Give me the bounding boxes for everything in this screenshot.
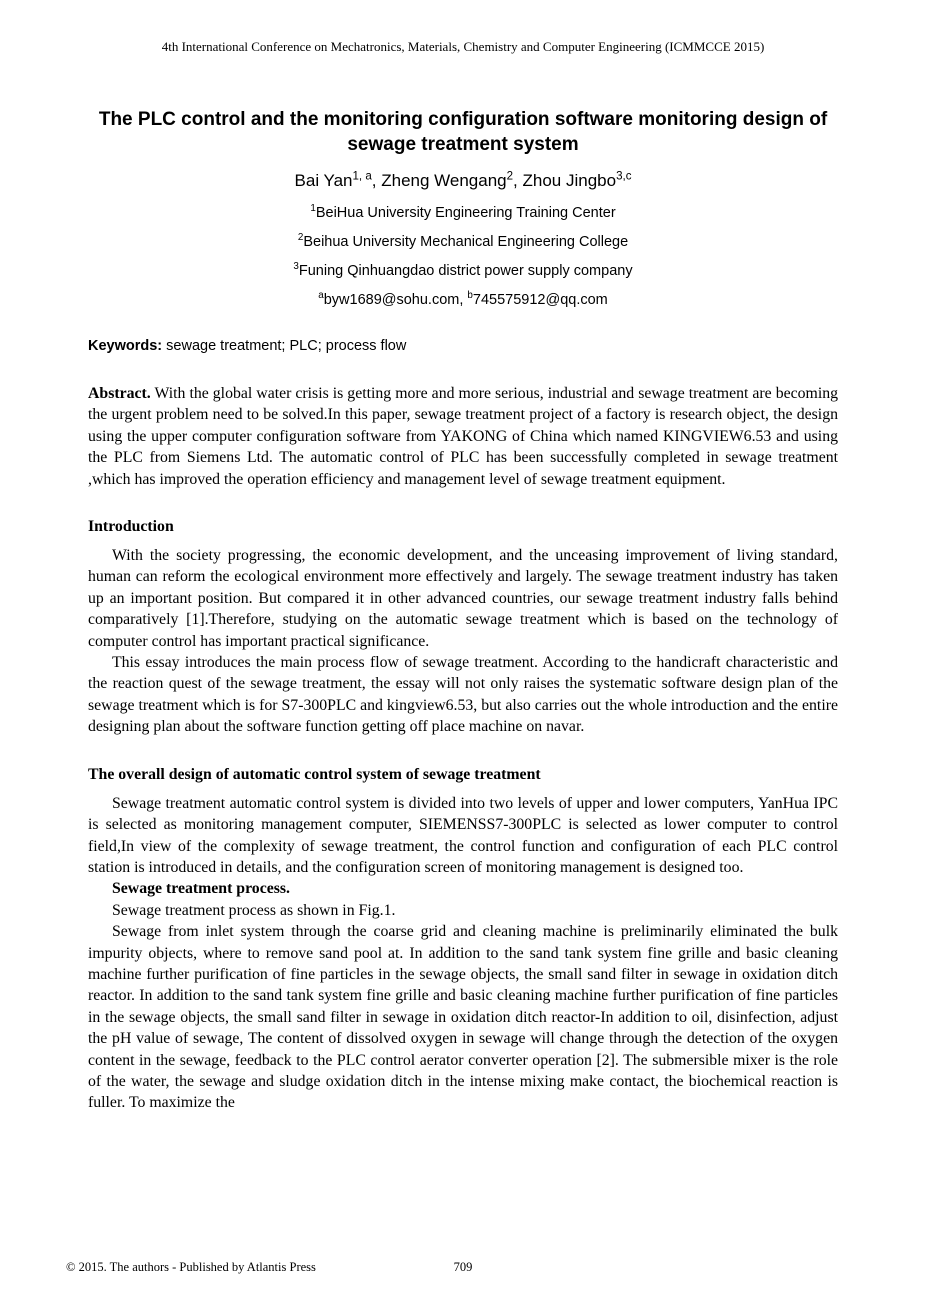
copyright-text: © 2015. The authors - Published by Atlantis Press	[66, 1260, 316, 1274]
paragraph: Sewage from inlet system through the coarse grid and cleaning machine is preliminarily eliminated the bulk impurity objects, where to remove sand pool at. In addition to the sand tank system fine grille and basic cleaning machine further purification of fine particles in the sewage objects, the small sand filter in sewage in oxidation ditch reactor. In addition to the sand tank system fine grille and basic cleaning machine further purification of fine particles in the sewage objects, the small sand filter in sewage in oxidation ditch reactor-In addition to oil, disinfection, adjust the pH value of sewage, The content of dissolved oxygen in sewage will change through the detection of the oxygen content in the sewage, feedback to the PLC control aerator converter operation [2]. The submersible mixer is the role of the water, the sewage and sludge oxidation ditch in the intense mixing make contact, the biochemical reaction is fuller. To maximize the	[88, 923, 838, 1112]
affiliation	[88, 233, 838, 251]
affiliation-text: Funing Qinhuangdao district power supply company	[298, 263, 633, 279]
author	[513, 171, 631, 190]
paragraph: Sewage treatment automatic control system is divided into two levels of upper and lower computers, YanHua IPC is selected as monitoring management computer, SIEMENSS7-300PLC is selected as lower computer to control field,In view of the complexity of sewage treatment, the control function and configuration of each PLC control station is introduced in details, and the configuration screen of monitoring management is designed too.	[88, 794, 838, 876]
conference-header: 4th International Conference on Mechatronics, Materials, Chemistry and Computer Engineering (ICMMCCE 2015)	[161, 39, 765, 54]
email-superscript: b	[467, 290, 473, 302]
keywords-line	[88, 337, 838, 356]
keywords-value: sewage treatment; PLC; process flow	[166, 338, 407, 354]
paper-title: The PLC control and the monitoring configuration software monitoring design of sewage treatment system	[98, 109, 828, 155]
affiliation	[88, 262, 838, 280]
abstract-paragraph	[88, 383, 838, 490]
author-line	[88, 169, 838, 193]
page-number: 709	[453, 1260, 473, 1274]
subsection-heading-sewage-treatment-process: Sewage treatment process.	[112, 880, 290, 898]
author-name: , Zhou Jingbo	[513, 171, 617, 190]
affiliation-text: BeiHua University Engineering Training Center	[315, 205, 616, 221]
abstract-label: Abstract.	[88, 385, 151, 402]
email-superscript: a	[318, 290, 324, 302]
paragraph: Sewage treatment process as shown in Fig.1.	[112, 901, 396, 919]
abstract-text: With the global water crisis is getting more and more serious, industrial and sewage treatment are becoming the urgent problem need to be solved.In this paper, sewage treatment project of a factory is research object, the design using the upper computer configuration software from YAKONG of China which named KINGVIEW6.53 and using the PLC from Siemens Ltd. The automatic control of PLC has been successfully completed in sewage treatment ,which has improved the operation efficiency and management level of sewage treatment equipment.	[88, 385, 839, 488]
page-footer	[0, 1259, 926, 1275]
author-superscript: 3,c	[616, 170, 632, 183]
affiliation-superscript: 2	[297, 232, 304, 244]
author-superscript: 2	[506, 170, 514, 183]
section-heading-introduction: Introduction	[88, 518, 174, 536]
email-address: 745575912@qq.com	[472, 292, 608, 308]
affiliation-superscript: 1	[310, 203, 316, 215]
author-superscript: 1, a	[352, 170, 372, 183]
contact-emails	[88, 291, 838, 309]
keywords-label: Keywords:	[88, 338, 163, 354]
paragraph: This essay introduces the main process flow of sewage treatment. According to the handicraft characteristic and the reaction quest of the sewage treatment, the essay will not only raises the systematic software design plan of the sewage treatment which is for S7-300PLC and kingview6.53, but also carries out the whole introduction and the entire designing plan about the software function getting off place machine on navar.	[88, 654, 838, 736]
author	[372, 171, 513, 190]
author	[295, 171, 372, 190]
affiliation-text: Beihua University Mechanical Engineering College	[303, 234, 629, 250]
section-heading-overall-design: The overall design of automatic control system of sewage treatment	[88, 765, 541, 783]
author-name: Bai Yan	[294, 171, 353, 190]
affiliation	[88, 204, 838, 222]
paragraph: With the society progressing, the economic development, and the unceasing improvement of living standard, human can reform the ecological environment more effectively and largely. The sewage treatment industry has taken up an important position. But compared it in other advanced countries, our sewage treatment industry falls behind comparatively [1].Therefore, studying on the automatic sewage treatment which is based on the technology of computer control has important practical significance.	[88, 547, 838, 650]
email-address: byw1689@sohu.com,	[323, 292, 468, 308]
author-name: , Zheng Wengang	[371, 171, 507, 190]
affiliation-superscript: 3	[293, 261, 299, 273]
